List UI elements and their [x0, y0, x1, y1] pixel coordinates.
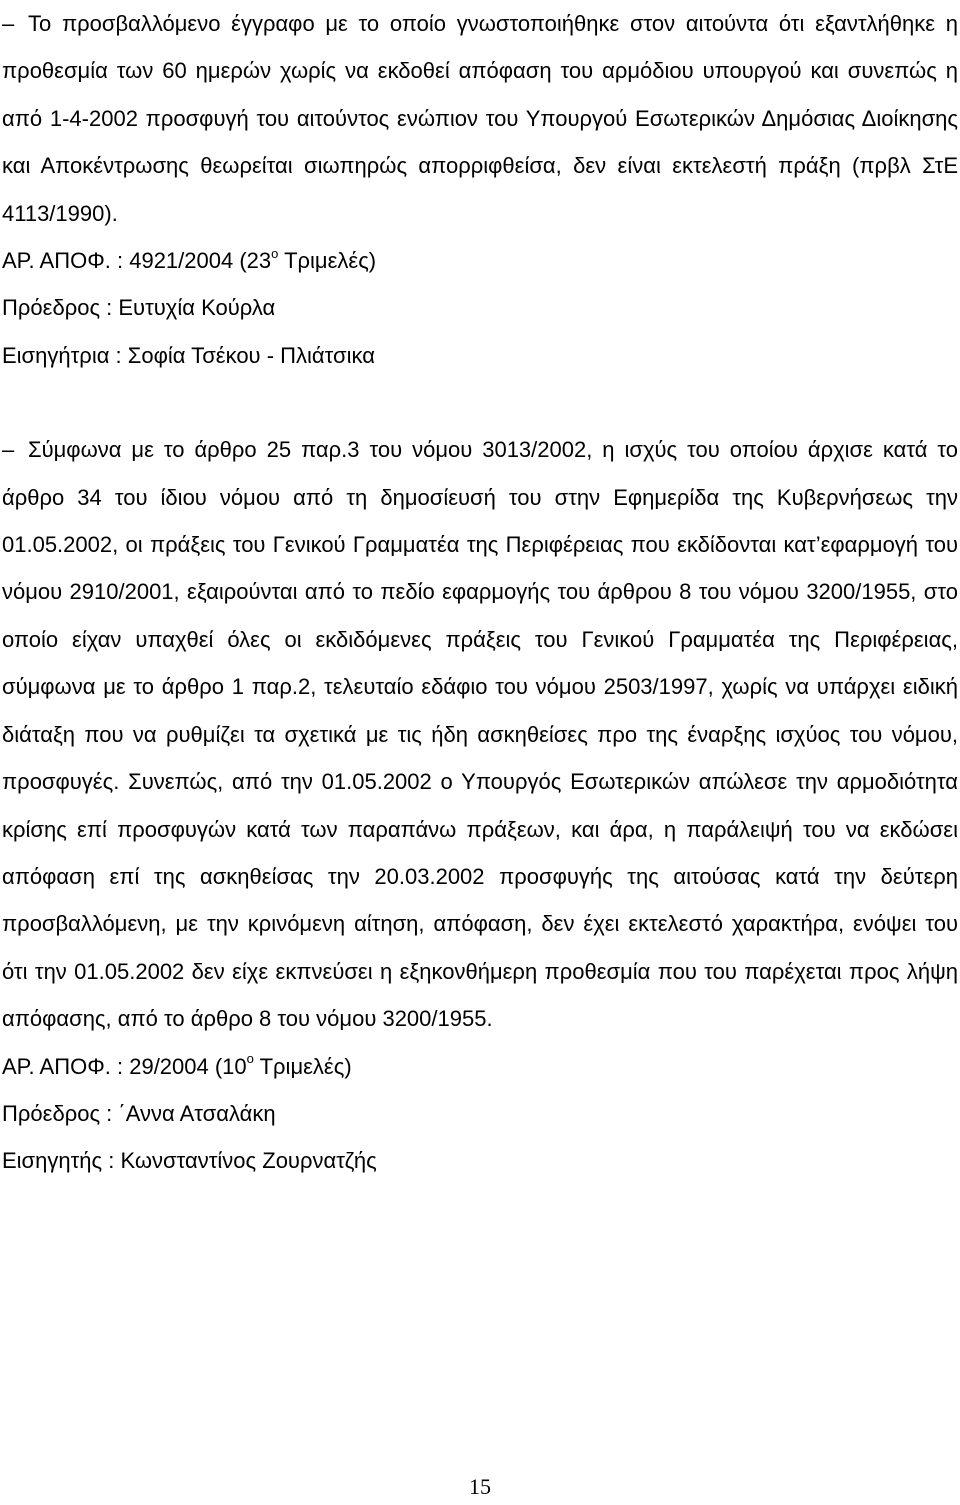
decision-2-number [2, 1043, 958, 1090]
decision-1-ordinal: ο [271, 245, 279, 261]
decision-1-president: Πρόεδρος : Ευτυχία Κούρλα [2, 295, 276, 321]
section-spacer [2, 379, 958, 426]
decision-2-number-suffix: Τριμελές) [253, 1053, 352, 1079]
paragraph-1 [2, 0, 958, 237]
document-body [2, 0, 958, 1185]
paragraph-2 [2, 426, 958, 1042]
decision-2-number-prefix: ΑΡ. ΑΠΟΦ. : 29/2004 (10 [2, 1053, 247, 1079]
decision-2-rapporteur: Εισηγητής : Κωνσταντίνος Ζουρνατζής [2, 1148, 377, 1174]
decision-1-number-prefix: ΑΡ. ΑΠΟΦ. : 4921/2004 (23 [2, 248, 272, 274]
decision-2-ordinal: ο [246, 1051, 254, 1067]
decision-1-number [2, 237, 958, 284]
paragraph-2-dash: – [2, 437, 15, 463]
decision-1-number-suffix: Τριμελές) [278, 248, 377, 274]
paragraph-2-text: Σύμφωνα με το άρθρο 25 παρ.3 του νόμου 3013/2002, η ισχύς του οποίου άρχισε κατά το άρθρο 34 του ίδιου νόμου από τη δημοσίευσή του στην Εφημερίδα της Κυβερνήσεως την 01.05.2002, οι πράξεις του Γενικού Γραμματέα της Περιφέρειας που εκδίδονται κατ’εφαρμογή του νόμου 2910/2001, εξαιρούνται από το πεδίο εφαρμογής του άρθρου 8 του νόμου 3200/1955, στο οποίο είχαν υπαχθεί όλες οι εκδιδόμενες πράξεις του Γενικού Γραμματέα της Περιφέρειας, σύμφωνα με το άρθρο 1 παρ.2, τελευταίο εδάφιο του νόμου 2503/1997, χωρίς να υπάρχει ειδική διάταξη που να ρυθμίζει τα σχετικά με τις ήδη ασκηθείσες προ της έναρξης ισχύος του νόμου, προσφυγές. Συνεπώς, από την 01.05.2002 ο Υπουργός Εσωτερικών απώλεσε την αρμοδιότητα κρίσης επί προσφυγών κατά των παραπάνω πράξεων, και άρα, η παράλειψή του να εκδώσει απόφαση επί της ασκηθείσας την 20.03.2002 προσφυγής της αιτούσας κατά την δεύτερη προσβαλλόμενη, με την κρινόμενη αίτηση, απόφαση, δεν έχει εκτελεστό χαρακτήρα, ενόψει του ότι την 01.05.2002 δεν είχε εκπνεύσει η εξηκονθήμερη προθεσμία που του παρέχεται προς λήψη απόφασης, από το άρθρο 8 του νόμου 3200/1955. [2, 437, 958, 1032]
paragraph-1-text: Το προσβαλλόμενο έγγραφο με το οποίο γνωστοποιήθηκε στον αιτούντα ότι εξαντλήθηκε η προθεσμία των 60 ημερών χωρίς να εκδοθεί απόφαση του αρμόδιου υπουργού και συνεπώς η από 1-4-2002 προσφυγή του αιτούντος ενώπιον του Υπουργού Εσωτερικών Δημόσιας Διοίκησης και Αποκέντρωσης θεωρείται σιωπηρώς απορριφθείσα, δεν είναι εκτελεστή πράξη (πρβλ ΣτΕ 4113/1990). [2, 11, 958, 226]
decision-2-president: Πρόεδρος : ΄Αννα Ατσαλάκη [2, 1100, 276, 1126]
page-number: 15 [469, 1474, 491, 1499]
paragraph-1-dash: – [2, 11, 15, 36]
decision-1-rapporteur: Εισηγήτρια : Σοφία Τσέκου - Πλιάτσικα [2, 342, 375, 368]
